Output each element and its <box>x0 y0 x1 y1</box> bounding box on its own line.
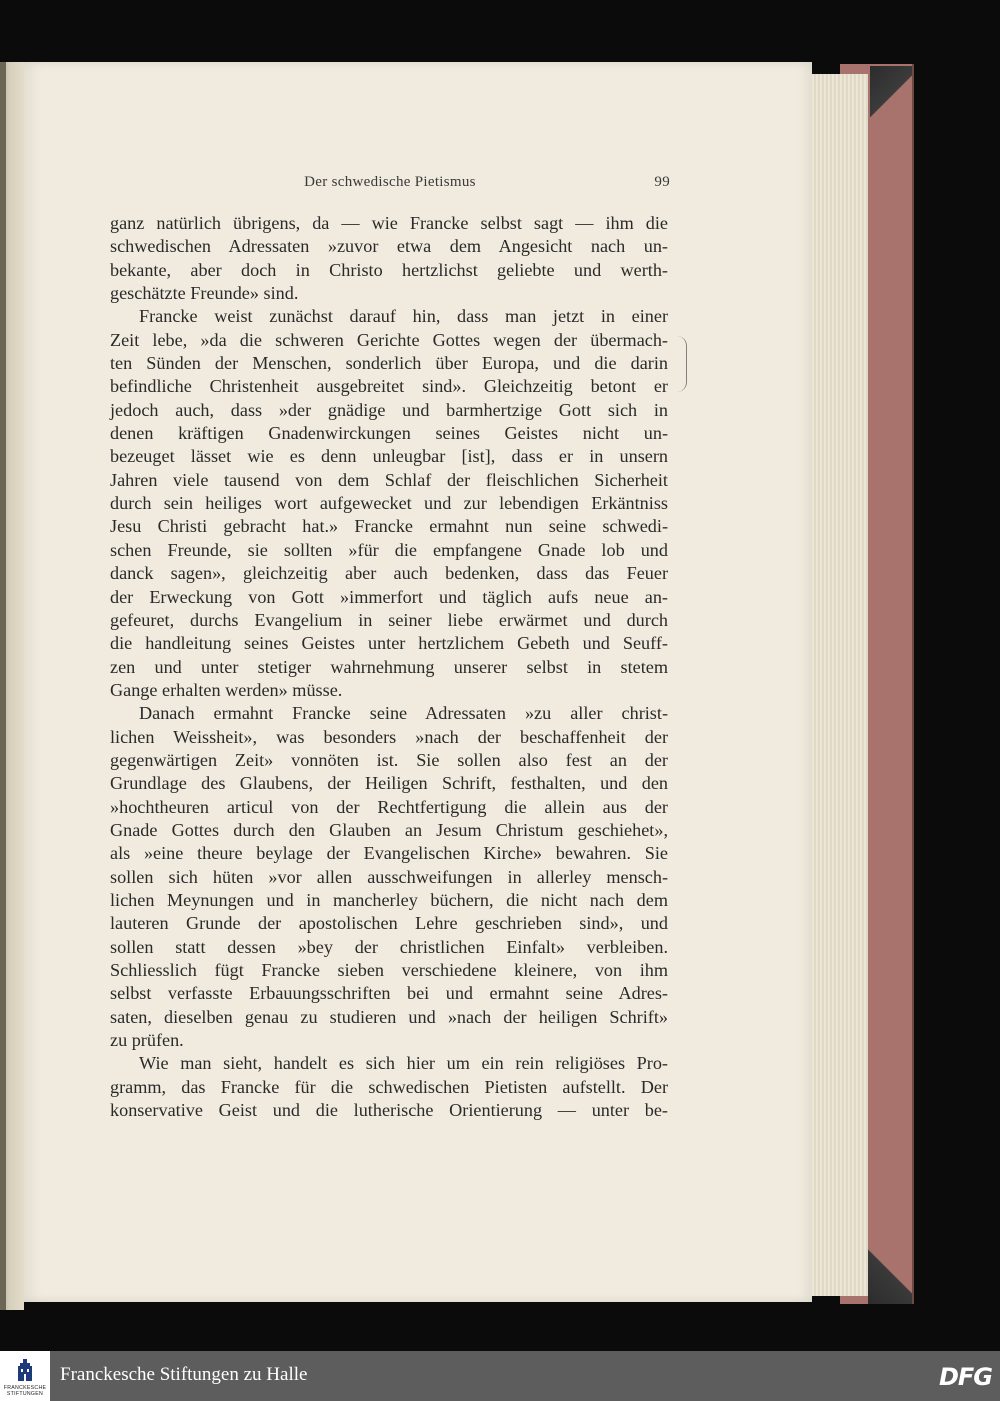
spine-shadow <box>0 62 6 1310</box>
text-line: schwedischen Adressaten »zuvor etwa dem Angesicht nach un- <box>110 236 668 257</box>
running-title: Der schwedische Pietismus <box>304 174 476 190</box>
institution-logo[interactable] <box>0 1351 50 1401</box>
text-line: durch sein heiliges wort aufgewecket und zur lebendigen Erkäntniss <box>110 493 668 514</box>
text-line: Danach ermahnt Francke seine Adressaten »zu aller christ- <box>139 703 668 724</box>
text-line: Francke weist zunächst darauf hin, dass man jetzt in einer <box>139 306 668 327</box>
text-line: gefeuret, durchs Evangelium in seiner liebe erwärmet und durch <box>110 609 668 630</box>
text-line: Gange erhalten werden» müsse. <box>110 679 343 700</box>
text-line: bezeuget lässet wie es denn unleugbar [ist], dass er in unsern <box>110 446 668 467</box>
text-line: bekante, aber doch in Christo hertzlichst geliebte und werth- <box>110 259 668 280</box>
text-line: sollen sich hüten »vor allen ausschweifungen in allerley mensch- <box>110 866 668 887</box>
text-line: ten Sünden der Menschen, sonderlich über Europa, und die darin <box>110 353 668 374</box>
text-line: danck sagen», gleichzeitig aber auch bedenken, dass das Feuer <box>110 563 668 584</box>
cover-corner-bottom <box>868 1240 912 1304</box>
text-line: Jahren viele tausend von dem Schlaf der fleischlichen Sicherheit <box>110 469 668 490</box>
text-line: lauteren Grunde der apostolischen Lehre geschrieben sind», und <box>110 913 668 934</box>
text-line: »hochtheuren articul von der Rechtfertigung die allein aus der <box>110 796 668 817</box>
text-line: Grundlage des Glaubens, der Heiligen Schrift, festhalten, und den <box>110 773 668 794</box>
text-line: Zeit lebe, »da die schweren Gerichte Gottes wegen der übermach- <box>110 329 668 350</box>
text-line: lichen Meynungen und in mancherley büchern, die nicht nach dem <box>110 889 668 910</box>
footer-title[interactable]: Franckesche Stiftungen zu Halle <box>60 1364 308 1385</box>
text-line: selbst verfasste Erbauungsschriften bei und ermahnt seine Adres- <box>110 983 668 1004</box>
logo-caption: FRANCKESCHE STIFTUNGEN <box>3 1385 47 1397</box>
building-icon <box>17 1359 33 1381</box>
text-line: jedoch auch, dass »der gnädige und barmhertzige Gott sich in <box>110 399 668 420</box>
text-line: geschätzte Freunde» sind. <box>110 283 299 304</box>
running-head <box>110 174 670 198</box>
text-line: lichen Weissheit», was besonders »nach der beschaffenheit der <box>110 726 668 747</box>
text-line: sollen statt dessen »bey der christlichen Einfalt» verbleiben. <box>110 936 668 957</box>
footer-bar <box>0 1351 1000 1401</box>
text-line: zen und unter stetiger wahrnehmung unserer selbst in stetem <box>110 656 668 677</box>
dfg-logo[interactable]: DFG <box>938 1363 992 1391</box>
text-line: saten, dieselben genau zu studieren und »nach der heiligen Schrift» <box>110 1006 668 1027</box>
text-line: gegenwärtigen Zeit» vonnöten ist. Sie sollen also fest an der <box>110 749 668 770</box>
text-line: der Erweckung von Gott »immerfort und täglich aufs neue an- <box>110 586 668 607</box>
page-number: 99 <box>654 174 670 190</box>
pencil-margin-mark <box>672 336 687 392</box>
text-line: zu prüfen. <box>110 1030 184 1051</box>
text-line: Wie man sieht, handelt es sich hier um ein rein religiöses Pro- <box>139 1053 668 1074</box>
text-line: die handleitung seines Geistes unter hertzlichem Gebeth und Seuff- <box>110 633 668 654</box>
text-line: gramm, das Francke für die schwedischen Pietisten aufstellt. Der <box>110 1076 668 1097</box>
text-line: Jesu Christi gebracht hat.» Francke ermahnt nun seine schwedi- <box>110 516 668 537</box>
cover-corner-top <box>870 66 912 126</box>
text-line: denen kräftigen Gnadenwirckungen seines Geistes nicht un- <box>110 423 668 444</box>
text-line: Gnade Gottes durch den Glauben an Jesum Christum geschiehet», <box>110 819 668 840</box>
text-line: ganz natürlich übrigens, da — wie Francke selbst sagt — ihm die <box>110 213 668 233</box>
body-text <box>110 212 668 1122</box>
page-block-edges <box>808 74 868 1296</box>
text-line: schen Freunde, sie sollten »für die empfangene Gnade lob und <box>110 539 668 560</box>
text-line: Schliesslich fügt Francke sieben verschiedene kleinere, von ihm <box>110 960 668 980</box>
text-line: als »eine theure beylage der Evangelischen Kirche» bewahren. Sie <box>110 843 668 864</box>
text-line: konservative Geist und die lutherische Orientierung — unter be- <box>110 1100 668 1121</box>
text-line: befindliche Christenheit ausgebreitet sind». Gleichzeitig betont er <box>110 376 668 397</box>
